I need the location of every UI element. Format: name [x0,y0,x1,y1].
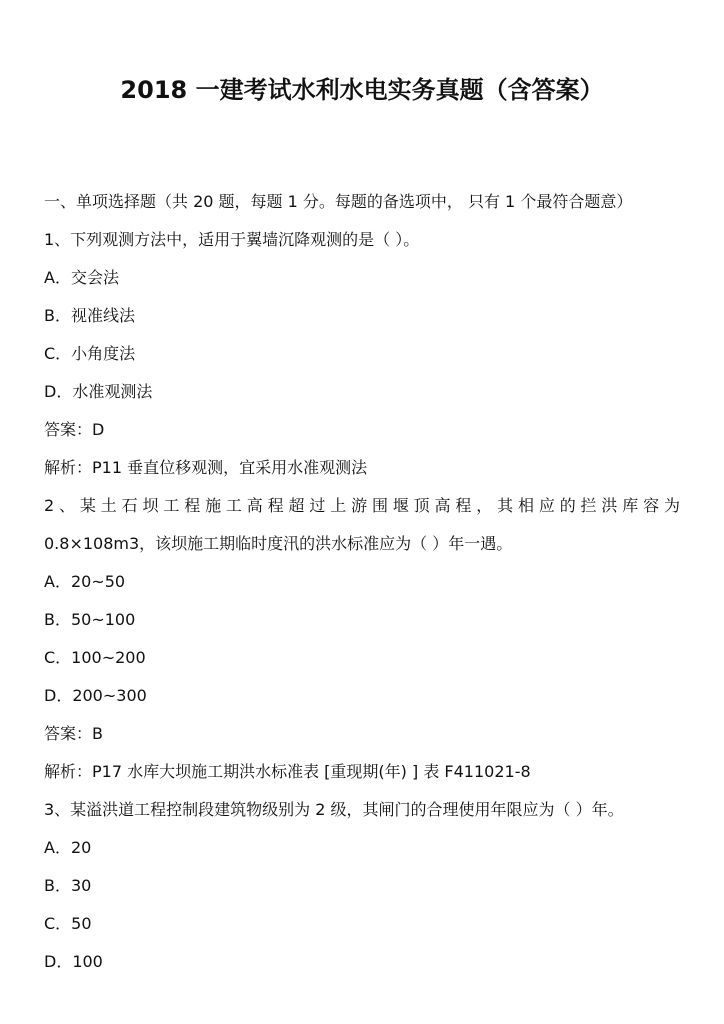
q2-option-c: C．100~200 [44,648,146,667]
q3-option-a: A．20 [44,838,92,857]
q1-option-c: C．小角度法 [44,344,136,363]
q2-explanation: 解析：P17 水库大坝施工期洪水标准表 [重现期(年) ] 表 F411021-8 [44,762,531,781]
q3-option-c: C．50 [44,914,92,933]
q3-option-b: B．30 [44,876,92,895]
question-1: 1、下列观测方法中，适用于翼墙沉降观测的是（ ）。 [44,230,420,249]
q1-option-d: D．水准观测法 [44,382,153,401]
q1-explanation: 解析：P11 垂直位移观测，宜采用水准观测法 [44,458,368,477]
document-title: 2018 一建考试水利水电实务真题（含答案） [120,76,604,104]
question-2: 2、某土石坝工程施工高程超过上游围堰顶高程，其相应的拦洪库容为 [44,496,680,515]
q1-option-a: A．交会法 [44,268,119,287]
q2-option-a: A．20~50 [44,572,126,591]
question-3: 3、某溢洪道工程控制段建筑物级别为 2 级，其闸门的合理使用年限应为（ ）年。 [44,800,624,819]
q2-option-d: D．200~300 [44,686,147,705]
question-2-continued: 0.8×108m3，该坝施工期临时度汛的洪水标准应为（ ）年一遇。 [44,534,513,553]
q1-answer: 答案：D [44,420,105,439]
q3-option-d: D．100 [44,952,103,971]
q2-option-b: B．50~100 [44,610,136,629]
document-body [44,183,684,981]
section-heading: 一、单项选择题（共 20 题，每题 1 分。每题的备选项中， 只有 1 个最符合题意） [44,192,633,211]
q1-option-b: B．视准线法 [44,306,135,325]
q2-answer: 答案：B [44,724,103,743]
